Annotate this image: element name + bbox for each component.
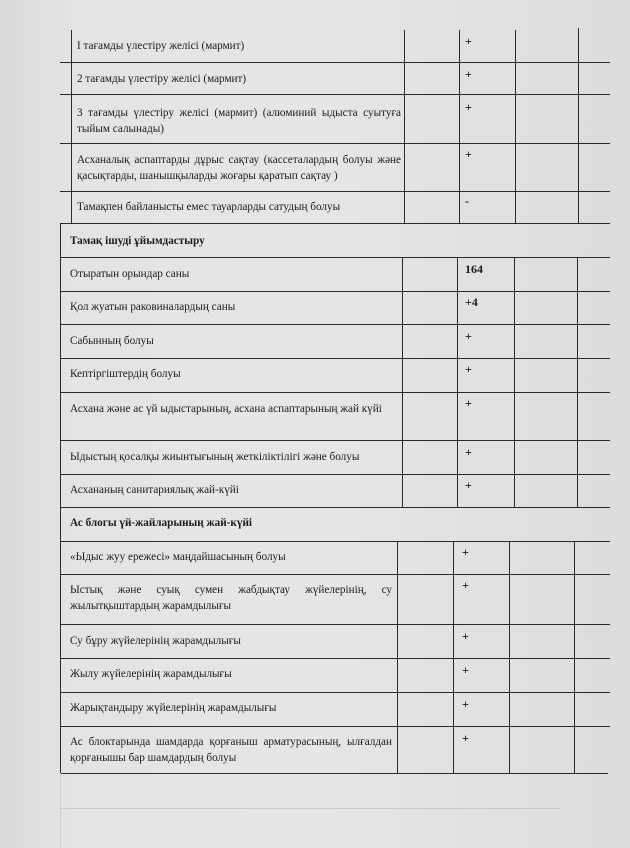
column-divider [60,507,61,773]
row-divider [60,94,610,95]
row-divider [60,692,610,693]
row-label: Тамақпен байланысты емес тауарларды сатудың болуы [77,201,341,213]
row-mark: + [462,629,469,643]
section-title: Ас блогы үй-жайларының жай-күйі [70,517,252,529]
row-label: 3 тағамды үлестіру желісі (мармит) (алюминий ыдыста суытуға тыйым салынады) [77,107,401,135]
row-divider [60,358,610,359]
column-divider [514,257,515,507]
row-label: Ыстық және суық сумен жабдықтау жүйелерінің, су жылытқыштардың жарамдылығы [70,584,392,612]
row-mark: + [462,663,469,677]
row-label: Ас блоктарында шамдарда қорғаныш арматурасының, ылғалдан қорғанышы бар шамдардың болуы [70,736,392,764]
row-label: 2 тағамды үлестіру желісі (мармит) [77,73,247,85]
column-divider [71,30,72,223]
row-divider [60,392,610,393]
row-mark: + [462,578,469,592]
column-divider [574,541,575,773]
column-divider [60,223,61,508]
row-mark: + [465,100,472,114]
bleed-through-line [60,773,61,848]
row-mark: +4 [465,295,478,309]
row-mark: + [462,697,469,711]
row-mark: + [465,396,472,410]
row-label: І тағамды үлестіру желісі (мармит) [77,40,245,52]
row-mark: + [465,478,472,492]
row-mark: + [465,34,472,48]
row-label: Асхана және ас үй ыдыстарының, асхана аспаптарының жай күйі [70,403,382,415]
column-divider [453,541,454,773]
row-mark: 164 [465,262,483,276]
row-mark: + [462,731,469,745]
row-label: Ыдыстың қосалқы жиынтығының жеткіліктілігі және болуы [70,451,360,463]
column-divider [459,30,460,223]
row-divider [60,291,610,292]
column-divider [577,257,578,507]
row-mark: + [465,147,472,161]
row-label: Сабынның болуы [70,335,154,347]
column-divider [509,541,510,773]
row-mark: + [465,329,472,343]
row-label: Асханалық аспаптарды дұрыс сақтау (кассеталардың болуы және қасықтарды, шанышқыларды жоғары қаратып сақтау ) [77,154,401,182]
row-divider [60,726,610,727]
row-label: Қол жуатын раковиналардың саны [70,301,236,313]
row-mark: + [465,362,472,376]
section-title: Тамақ ішуді ұйымдастыру [70,235,205,247]
row-divider [60,257,610,258]
row-mark: - [465,194,469,208]
row-divider [60,507,610,508]
column-divider [578,28,579,223]
column-divider [402,257,403,507]
row-divider [60,574,610,575]
row-mark: + [465,67,472,81]
bleed-through-line [60,808,560,809]
row-label: «Ыдыс жуу ережесі» маңдайшасының болуы [70,551,286,563]
row-divider [60,541,610,542]
row-divider [60,62,610,63]
column-divider [457,257,458,507]
row-divider [60,191,610,192]
row-label: Жылу жүйелерінің жарамдылығы [70,668,232,680]
row-divider [60,624,610,625]
row-label: Кептіргіштердің болуы [70,368,181,380]
column-divider [515,30,516,223]
row-divider [60,474,610,475]
row-mark: + [465,445,472,459]
row-mark: + [462,545,469,559]
column-divider [397,541,398,773]
row-label: Су бұру жүйелерінің жарамдылығы [70,635,241,647]
row-label: Асхананың санитариялық жай-күйі [70,484,239,496]
row-label: Отыратын орындар саны [70,268,190,280]
row-divider [60,324,610,325]
row-divider [60,223,610,224]
row-divider [60,773,608,774]
row-divider [60,143,610,144]
column-divider [404,30,405,223]
row-divider [60,658,610,659]
row-label: Жарықтандыру жүйелерінің жарамдылығы [70,702,277,714]
row-divider [60,440,610,441]
